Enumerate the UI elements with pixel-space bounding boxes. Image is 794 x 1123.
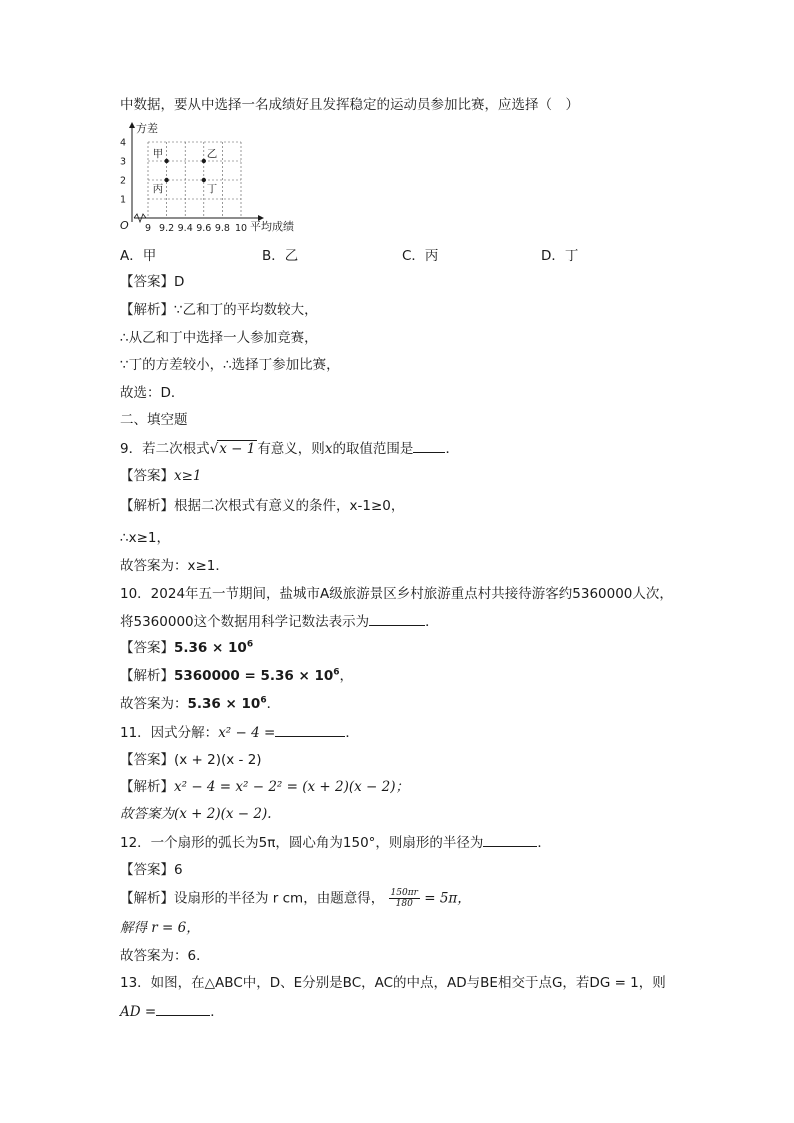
q9-answer: 【答案】x≥1 bbox=[120, 468, 202, 484]
point-label: 甲 bbox=[152, 148, 164, 160]
q9-stem: 9．若二次根式√x − 1 有意义，则x的取值范围是 ． bbox=[120, 438, 459, 459]
q13-line2: AD = ． bbox=[120, 1001, 224, 1022]
x-tick-label: 9.8 bbox=[214, 223, 230, 234]
x-axis-label: 平均成绩 bbox=[250, 220, 294, 233]
x-tick-label: 9 bbox=[144, 223, 152, 234]
chart-axes bbox=[129, 122, 264, 222]
q12-analysis: 【解析】设扇形的半径为 r cm，由题意得， $\frac{150\pi r}{180}$ = 5π， bbox=[120, 888, 471, 909]
q9-step: ∴x≥1， bbox=[120, 530, 170, 546]
q10-answer: 【答案】$5.36 \times 10^6$ bbox=[120, 639, 254, 656]
option-b: B．乙 bbox=[262, 248, 299, 264]
option-c: C．丙 bbox=[402, 248, 439, 264]
x-tick-label: 9.6 bbox=[196, 223, 212, 234]
data-point bbox=[202, 159, 206, 163]
point-label: 乙 bbox=[206, 148, 218, 160]
q8-analysis-2: ∴从乙和丁中选择一人参加竞赛， bbox=[120, 330, 318, 346]
q9-analysis: 【解析】根据二次根式有意义的条件，x-1≥0， bbox=[120, 498, 405, 514]
q13-line1: 13．如图，在△ABC中，D、E分别是BC，AC的中点，AD与BE相交于点G，若DG = 1，则 bbox=[120, 975, 666, 991]
q12-step: 解得 r = 6， bbox=[120, 920, 200, 936]
variance-scatter-chart bbox=[112, 118, 312, 238]
x-tick-label: 9.4 bbox=[177, 223, 193, 234]
q10-analysis: 【解析】$5360000 = 5.36 \times 10^6$， bbox=[120, 667, 354, 684]
point-label: 丁 bbox=[206, 183, 218, 195]
y-tick-label: 4 bbox=[119, 137, 127, 149]
y-axis-arrow bbox=[129, 122, 135, 128]
point-label: 丙 bbox=[152, 183, 164, 195]
option-a: A．甲 bbox=[120, 248, 157, 264]
y-tick-label: 3 bbox=[119, 156, 127, 168]
q11-stem: 11．因式分解：x² − 4 = ． bbox=[120, 722, 359, 743]
q8-analysis-4: 故选：D． bbox=[120, 385, 185, 401]
option-d: D．丁 bbox=[541, 248, 579, 264]
data-point bbox=[202, 178, 206, 182]
q8-answer: 【答案】D bbox=[120, 274, 185, 290]
origin-label: O bbox=[120, 219, 129, 232]
x-tick-label: 10 bbox=[234, 223, 248, 234]
fraction: $\frac{150\pi r}{180}$ bbox=[390, 888, 418, 909]
q10-line1: 10．2024年五一节期间，盐城市A级旅游景区乡村旅游重点村共接待游客约5360000人次， bbox=[120, 586, 673, 602]
q8-analysis-3: ∵丁的方差较小，∴选择丁参加比赛， bbox=[120, 357, 340, 373]
q10-final: 故答案为：$5.36 \times 10^6$． bbox=[120, 695, 281, 712]
section-heading: 二、填空题 bbox=[120, 412, 188, 428]
q8-stem: 中数据，要从中选择一名成绩好且发挥稳定的运动员参加比赛，应选择（ ） bbox=[120, 97, 579, 113]
data-point bbox=[164, 159, 168, 163]
y-axis-label: 方差 bbox=[136, 122, 158, 135]
q9-final: 故答案为：x≥1． bbox=[120, 558, 229, 574]
data-point bbox=[164, 178, 168, 182]
y-tick-label: 2 bbox=[119, 175, 127, 187]
q8-analysis-1: 【解析】∵乙和丁的平均数较大， bbox=[120, 302, 318, 318]
q12-answer: 【答案】6 bbox=[120, 862, 183, 878]
q11-analysis: 【解析】x² − 4 = x² − 2² = (x + 2)(x − 2)； bbox=[120, 779, 409, 795]
q12-final: 故答案为：6． bbox=[120, 948, 210, 964]
q12-stem: 12．一个扇形的弧长为5π，圆心角为150°，则扇形的半径为 ． bbox=[120, 832, 551, 853]
q11-answer: 【答案】(x + 2)(x - 2) bbox=[120, 752, 262, 768]
q11-final: 故答案为(x + 2)(x − 2). bbox=[120, 806, 272, 822]
x-tick-label: 9.2 bbox=[159, 223, 175, 234]
q10-line2: 将5360000这个数据用科学记数法表示为 ． bbox=[120, 611, 439, 632]
y-tick-label: 1 bbox=[119, 194, 127, 206]
